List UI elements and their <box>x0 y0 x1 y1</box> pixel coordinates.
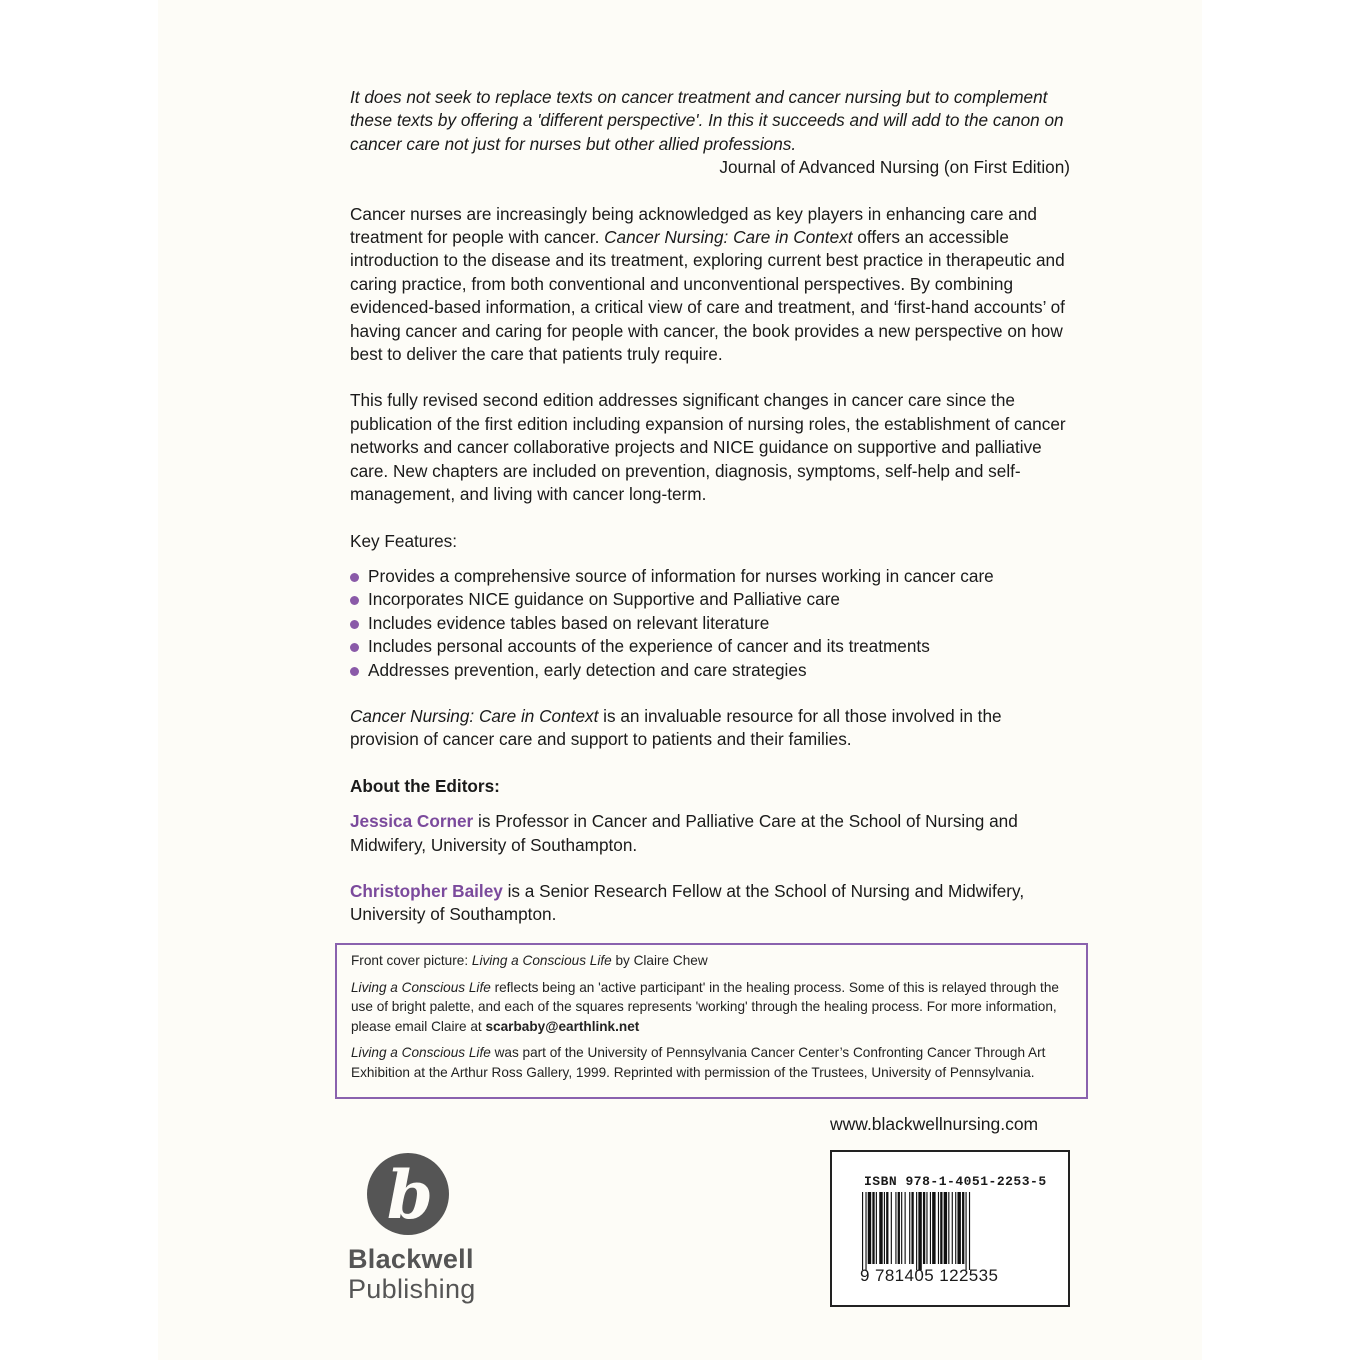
barcode-bar <box>872 1192 874 1264</box>
feature-text: Includes personal accounts of the experience of cancer and its treatments <box>368 636 930 657</box>
feature-text: Addresses prevention, early detection and care strategies <box>368 659 807 680</box>
artwork-title: Living a Conscious Life <box>351 1045 491 1061</box>
publisher-logo <box>346 1150 486 1310</box>
artwork-title: Living a Conscious Life <box>351 979 491 995</box>
barcode-bar <box>862 1192 863 1270</box>
barcode-bar <box>940 1192 942 1264</box>
barcode-icon <box>862 1192 1038 1270</box>
isbn-barcode-box <box>830 1150 1070 1307</box>
edition-paragraph: This fully revised second edition addresses significant changes in cancer care since the publication of the first edition including expansion of nursing roles, the establishment of cancer networks and cancer collaborative projects and NICE guidance on supportive and palliative care. New chapters are included on prevention, diagnosis, symptoms, self-help and self-management, and living with cancer long-term. <box>350 390 1066 505</box>
barcode-bar <box>923 1192 925 1264</box>
editor-bio-text: is a Senior Research Fellow at the School of Nursing and Midwifery, University of Southampton. <box>350 880 1025 925</box>
barcode-bar <box>886 1192 888 1264</box>
isbn-label: ISBN 978-1-4051-2253-5 <box>864 1174 1047 1189</box>
credit-line <box>351 951 1078 971</box>
bullet-icon <box>350 573 359 582</box>
blackwell-logo-icon <box>366 1152 450 1236</box>
editor-name: Christopher Bailey <box>350 880 503 901</box>
barcode-bar <box>969 1192 970 1270</box>
bullet-icon <box>350 667 359 676</box>
editor-bio <box>350 810 1070 857</box>
closing-paragraph <box>350 705 1070 752</box>
feature-text: Provides a comprehensive source of information for nurses working in cancer care <box>368 565 994 586</box>
barcode-bar <box>962 1192 964 1264</box>
editor-name: Jessica Corner <box>350 811 474 832</box>
credit-suffix: by Claire Chew <box>611 953 708 968</box>
barcode-bar <box>918 1192 921 1270</box>
barcode-bar <box>876 1192 877 1264</box>
credit-exhibition <box>351 1043 1078 1082</box>
artwork-title: Living a Conscious Life <box>471 953 612 968</box>
barcode-bar <box>891 1192 892 1264</box>
website-link[interactable]: www.blackwellnursing.com <box>830 1114 1039 1134</box>
credit-prefix: Front cover picture: <box>351 953 472 968</box>
list-item <box>350 565 1070 588</box>
barcode-bar <box>944 1192 947 1264</box>
barcode-bar <box>926 1192 927 1264</box>
closing-text: is an invaluable resource for all those involved in the provision of cancer care and support to patients and their families. <box>350 705 1002 750</box>
list-item <box>350 612 1070 635</box>
isbn-digits: 9 781405 122535 <box>860 1266 999 1285</box>
bullet-icon <box>350 643 359 652</box>
barcode-bar <box>898 1192 900 1264</box>
barcode-bar <box>865 1192 866 1270</box>
publisher-name-line2: Publishing <box>348 1274 476 1304</box>
barcode-bar <box>932 1192 935 1264</box>
barcode-bar <box>905 1192 906 1264</box>
key-features-list <box>350 565 1070 682</box>
barcode-bar <box>911 1192 913 1264</box>
barcode-bar <box>952 1192 953 1264</box>
intro-text-2: offers an accessible introduction to the disease and its treatment, exploring current best practice in therapeutic and caring practice, from both conventional and unconventional perspectives. By combining evidenced-based information, a critical view of care and treatment, and ‘first-hand accounts’ of having cancer and caring for people with cancer, the book provides a new perspective on how best to deliver the care that patients truly require. <box>350 227 1065 365</box>
publisher-name-line1: Blackwell <box>348 1244 474 1274</box>
artist-email[interactable]: scarbaby@earthlink.net <box>485 1018 640 1034</box>
barcode-bar <box>884 1192 885 1264</box>
bullet-icon <box>350 596 359 605</box>
credit-exhibition-text: was part of the University of Pennsylvania Cancer Center’s Confronting Cancer Through Art Exhibition at the Arthur Ross Gallery, 1999. Reprinted with permission of the Trustees, University of Pennsylvania. <box>351 1045 1046 1080</box>
review-quote: It does not seek to replace texts on cancer treatment and cancer nursing but to complement these texts by offering a 'different perspective'. In this it succeeds and will add to the canon on cancer care not just for nurses but other allied professions. <box>350 87 1064 154</box>
barcode-bar <box>909 1192 910 1264</box>
feature-text: Incorporates NICE guidance on Supportive and Palliative care <box>368 589 840 610</box>
logo-letter: b <box>386 1156 434 1234</box>
feature-text: Includes evidence tables based on relevant literature <box>368 612 770 633</box>
cover-credit-box <box>335 943 1088 1099</box>
key-features-heading: Key Features: <box>350 530 457 551</box>
barcode-bar <box>868 1192 871 1264</box>
back-cover-text <box>350 86 1070 927</box>
list-item <box>350 635 1070 658</box>
editor-bio <box>350 880 1070 927</box>
credit-description-text: reflects being an 'active participant' in the healing process. Some of this is relayed through the use of bright palette, and each of the squares represents 'working' through the healing process. For more information, please email Claire at <box>351 979 1059 1034</box>
intro-book-title: Cancer Nursing: Care in Context <box>604 227 853 248</box>
barcode-bar <box>948 1192 949 1264</box>
barcode-bar <box>957 1192 960 1264</box>
barcode-bar <box>901 1192 902 1264</box>
intro-paragraph <box>350 203 1070 367</box>
list-item <box>350 588 1070 611</box>
list-item <box>350 659 1070 682</box>
barcode-bar <box>930 1192 931 1264</box>
barcode-bar <box>955 1192 956 1264</box>
bullet-icon <box>350 620 359 629</box>
barcode-bar <box>879 1192 882 1264</box>
review-source: Journal of Advanced Nursing (on First Edition) <box>719 157 1070 178</box>
barcode-bar <box>938 1192 939 1264</box>
editor-bio-text: is Professor in Cancer and Palliative Care at the School of Nursing and Midwifery, University of Southampton. <box>350 811 1018 855</box>
barcode-bar <box>895 1192 896 1264</box>
closing-book-title: Cancer Nursing: Care in Context <box>350 705 599 726</box>
credit-description <box>351 978 1078 1037</box>
barcode-bar <box>916 1192 917 1270</box>
intro-text-1: Cancer nurses are increasingly being acknowledged as key players in enhancing care and treatment for people with cancer. <box>350 203 1037 248</box>
barcode-bar <box>966 1192 967 1270</box>
editors-heading: About the Editors: <box>350 775 500 796</box>
